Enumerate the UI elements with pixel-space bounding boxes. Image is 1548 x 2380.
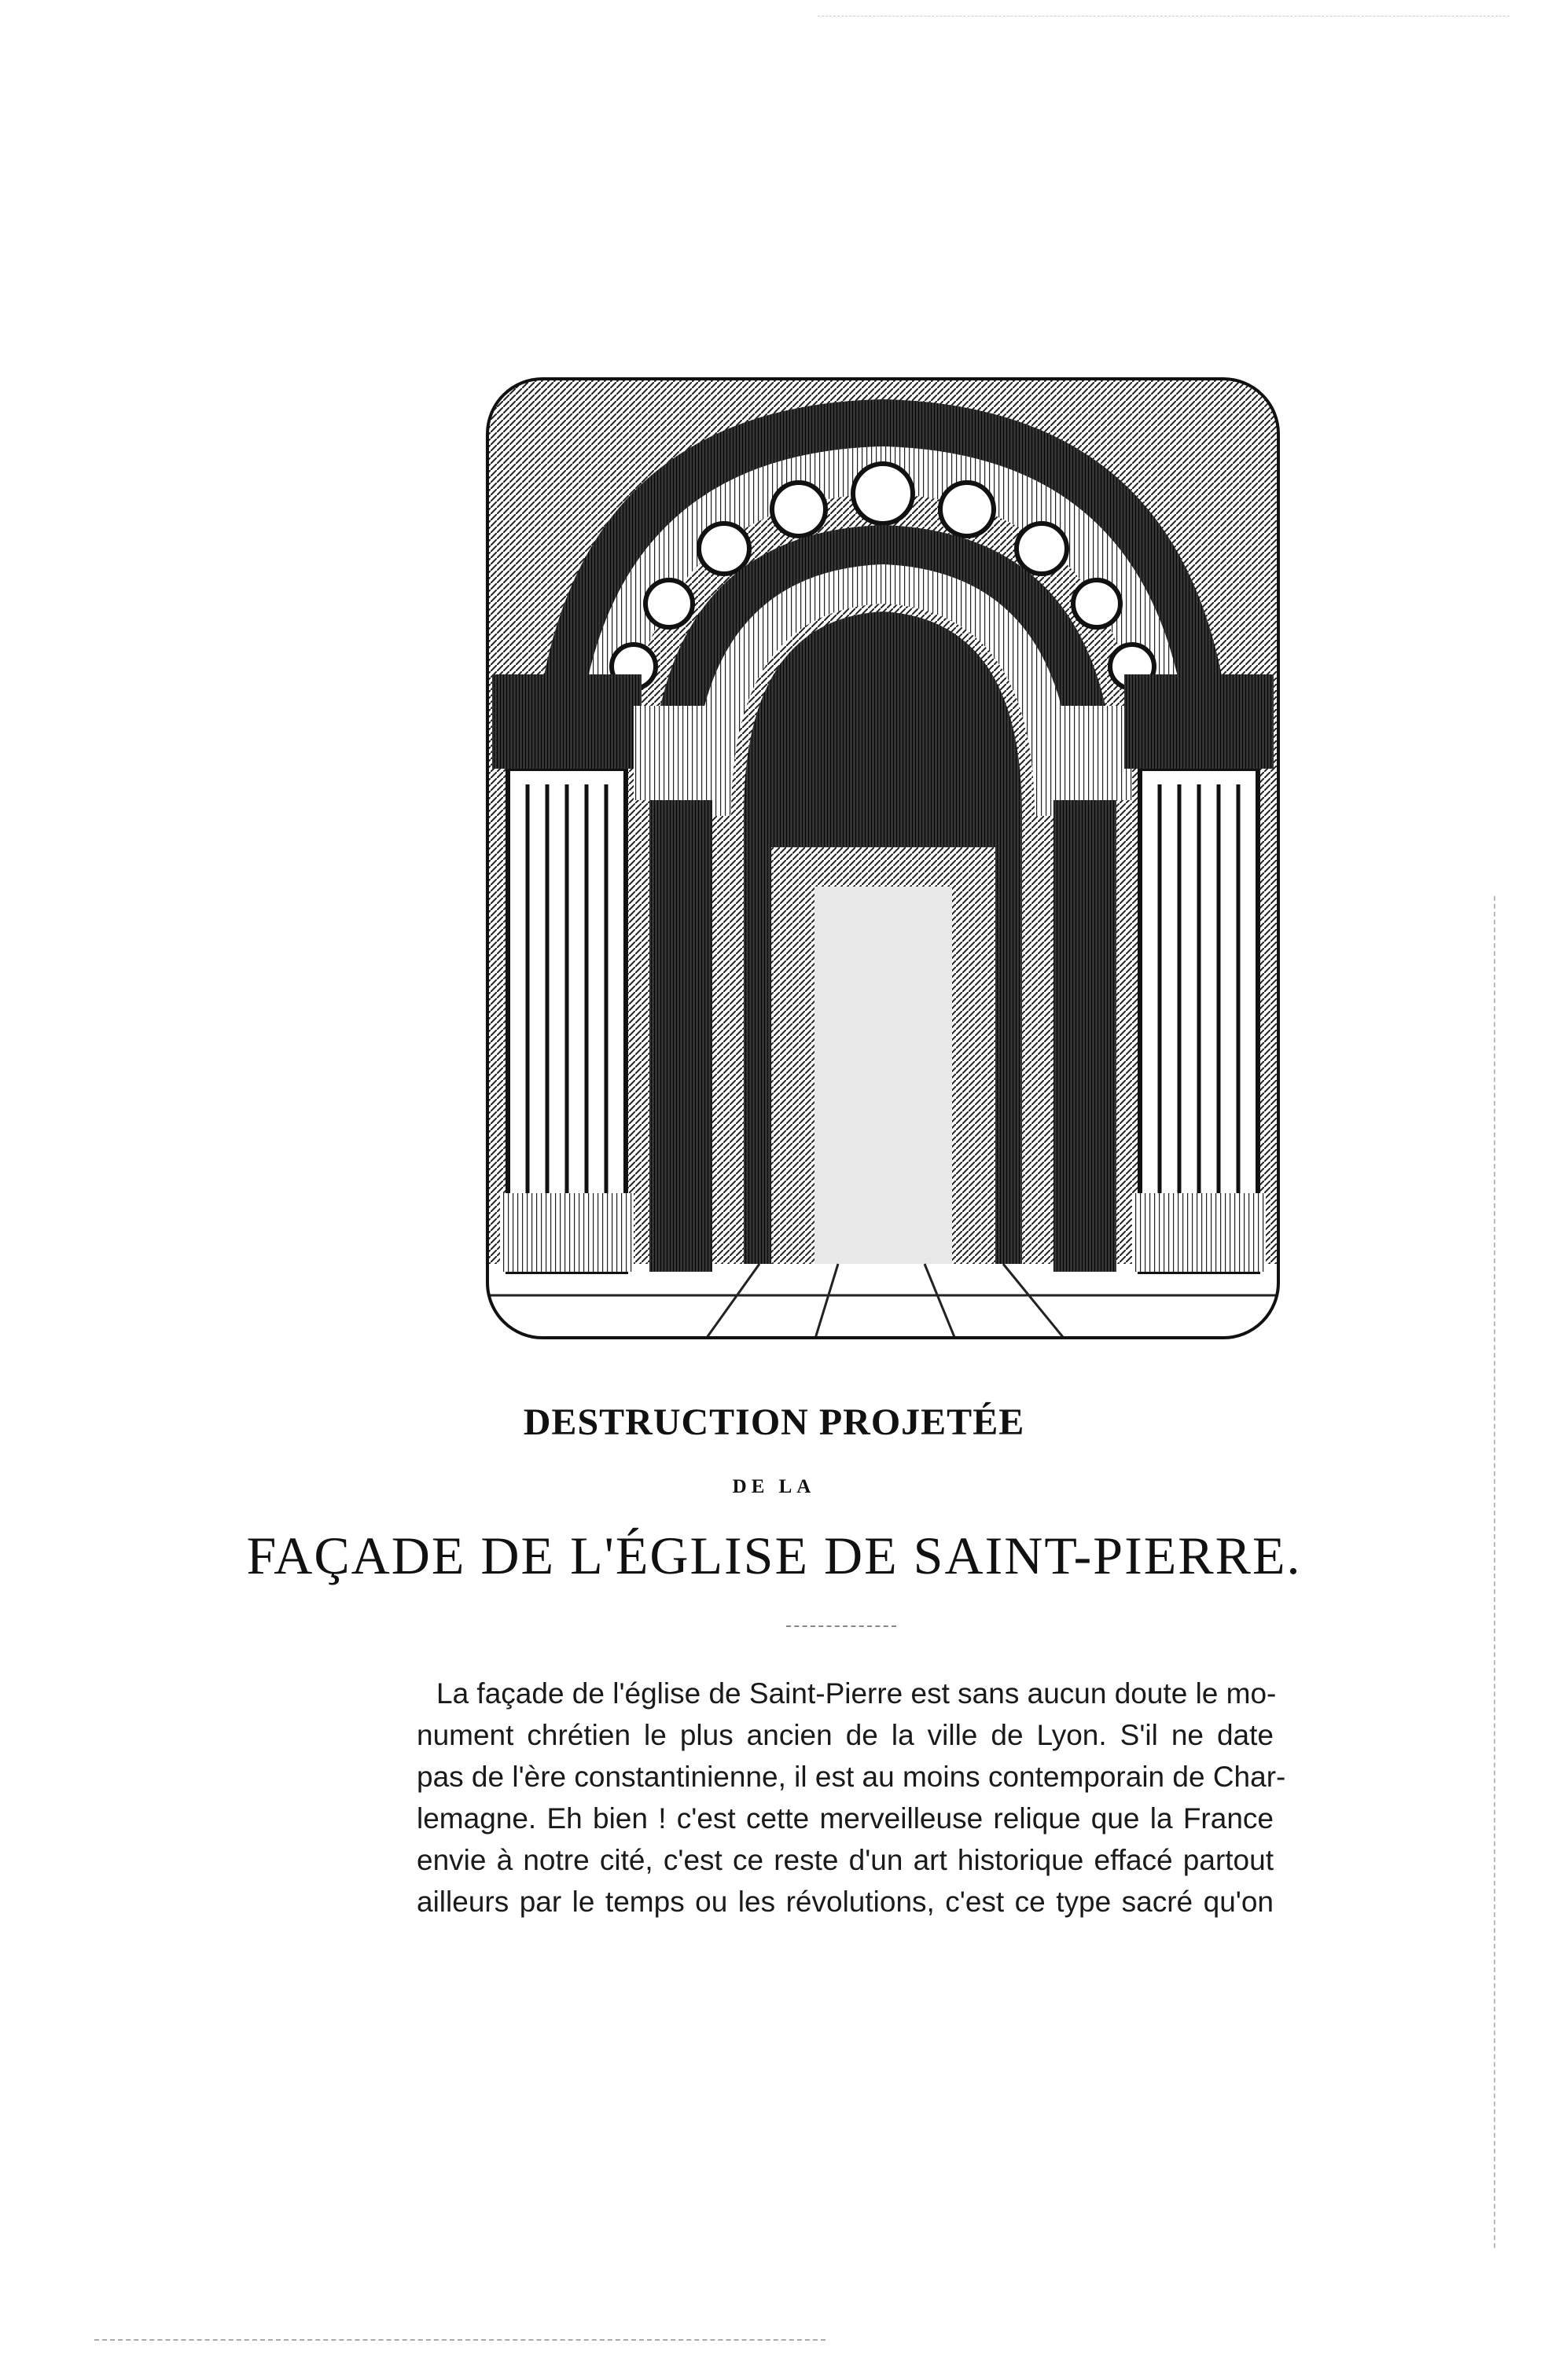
title-line-2: DE LA <box>732 1476 816 1497</box>
church-portal-engraving-icon <box>484 376 1281 1341</box>
body-line: envie à notre cité, c'est ce reste d'un art historique effacé partout <box>417 1844 1274 1876</box>
body-paragraph <box>417 1673 1286 1923</box>
scan-artifact-top <box>818 16 1509 17</box>
church-portal-engraving <box>484 376 1281 1341</box>
body-line: ailleurs par le temps ou les révolutions, c'est ce type sacré qu'on <box>417 1886 1274 1918</box>
body-line: lemagne. Eh bien ! c'est cette merveilleuse relique que la France <box>417 1802 1274 1835</box>
body-line: pas de l'ère constantinienne, il est au moins contemporain de Char- <box>417 1761 1286 1793</box>
title-line-1: DESTRUCTION PROJETÉE <box>523 1401 1025 1443</box>
title-line-3: FAÇADE DE L'ÉGLISE DE SAINT-PIERRE. <box>246 1526 1302 1585</box>
ornamental-rule <box>786 1625 896 1627</box>
scan-artifact-bottom <box>94 2339 825 2341</box>
body-line: La façade de l'église de Saint-Pierre est sans aucun doute le mo- <box>436 1677 1277 1710</box>
scan-artifact-margin <box>1494 896 1495 2248</box>
body-line: nument chrétien le plus ancien de la ville de Lyon. S'il ne date <box>417 1719 1274 1751</box>
